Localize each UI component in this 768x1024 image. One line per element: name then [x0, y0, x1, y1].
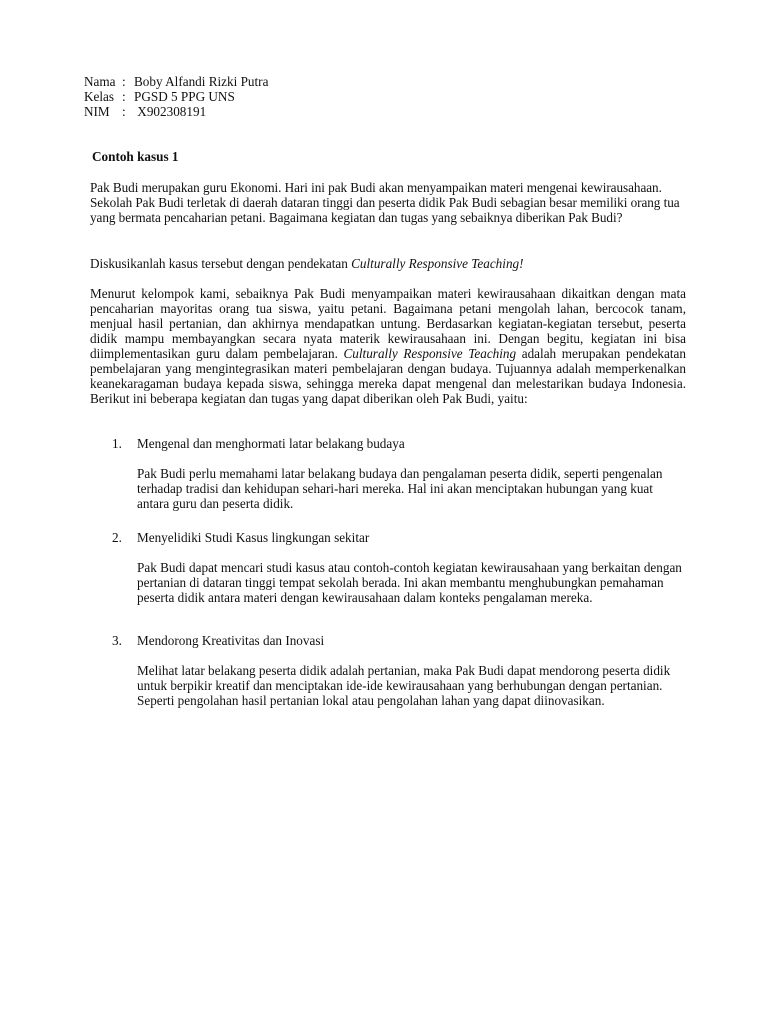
case-instruction	[90, 256, 686, 271]
case-title: Contoh kasus 1	[92, 149, 179, 164]
student-info	[84, 74, 268, 119]
answer-text-1: Menurut kelompok kami, sebaiknya Pak Budi menyampaikan materi kewirausahaan dikaitkan dengan mata pencaharian mayoritas orang tua siswa, yaitu petani. Bagaimana petani mengolah lahan, bercocok tanam, menjual hasil pertanian, dan akhirnya mendapatkan untung. Berdasarkan kegiatan-kegiatan tersebut, peserta didik mampu membayangkan secara nyata materik kewirausahaan ini. Dengan begitu, kegiatan ini bisa diimplementasikan guru dalam pembelajaran.	[90, 286, 686, 361]
item-number: 2.	[112, 530, 122, 545]
class-row	[84, 89, 268, 104]
nim-value: X902308191	[134, 104, 207, 119]
nim-separator: :	[122, 104, 126, 119]
instruction-text: Diskusikanlah kasus tersebut dengan pendekatan	[90, 256, 352, 271]
class-separator: :	[122, 89, 126, 104]
item-heading: Menyelidiki Studi Kasus lingkungan sekitar	[137, 530, 370, 545]
item-heading: Mengenal dan menghormati latar belakang budaya	[137, 436, 405, 451]
item-number: 3.	[112, 633, 122, 648]
answer-text-2: adalah merupakan pendekatan pembelajaran yang mengintegrasikan materi pembelajaran dengan budaya. Tujuannya adalah memperkenalkan keanekaragaman budaya kepada siswa, sehingga mereka dapat mengenal dan melestarikan budaya Indonesia. Berikut ini beberapa kegiatan dan tugas yang dapat diberikan oleh Pak Budi, yaitu:	[90, 346, 686, 406]
answer-emphasis: Culturally Responsive Teaching	[343, 346, 517, 361]
name-value: Boby Alfandi Rizki Putra	[134, 74, 269, 89]
item-description: Pak Budi perlu memahami latar belakang budaya dan pengalaman peserta didik, seperti pengenalan terhadap tradisi dan kehidupan sehari-hari mereka. Hal ini akan menciptakan hubungan yang kuat antara guru dan peserta didik.	[137, 466, 663, 511]
item-description: Pak Budi dapat mencari studi kasus atau contoh-contoh kegiatan kewirausahaan yang berkaitan dengan pertanian di dataran tinggi tempat sekolah berada. Ini akan membantu menghubungkan pemahaman peserta didik antara materi dengan kewirausahaan dalam konteks pengalaman mereka.	[137, 560, 682, 605]
item-number: 1.	[112, 436, 122, 451]
name-label: Nama	[84, 74, 116, 89]
answer-paragraph	[90, 286, 686, 406]
class-label: Kelas	[84, 89, 115, 104]
nim-label: NIM	[84, 104, 110, 119]
item-description: Melihat latar belakang peserta didik adalah pertanian, maka Pak Budi dapat mendorong peserta didik untuk berpikir kreatif dan menciptakan ide-ide kewirausahaan yang berhubungan dengan pertanian. Seperti pengolahan hasil pertanian lokal atau pengolahan lahan yang dapat diinovasikan.	[137, 663, 671, 708]
case-description: Pak Budi merupakan guru Ekonomi. Hari ini pak Budi akan menyampaikan materi mengenai kewirausahaan. Sekolah Pak Budi terletak di daerah dataran tinggi dan peserta didik Pak Budi sebagian besar memiliki orang tua yang bermata pencaharian petani. Bagaimana kegiatan dan tugas yang sebaiknya diberikan Pak Budi?	[90, 180, 680, 225]
name-separator: :	[122, 74, 126, 89]
name-row	[84, 74, 268, 89]
nim-row	[84, 104, 268, 119]
class-value: PGSD 5 PPG UNS	[134, 89, 235, 104]
item-heading: Mendorong Kreativitas dan Inovasi	[137, 633, 325, 648]
instruction-emphasis: Culturally Responsive Teaching!	[351, 256, 524, 271]
